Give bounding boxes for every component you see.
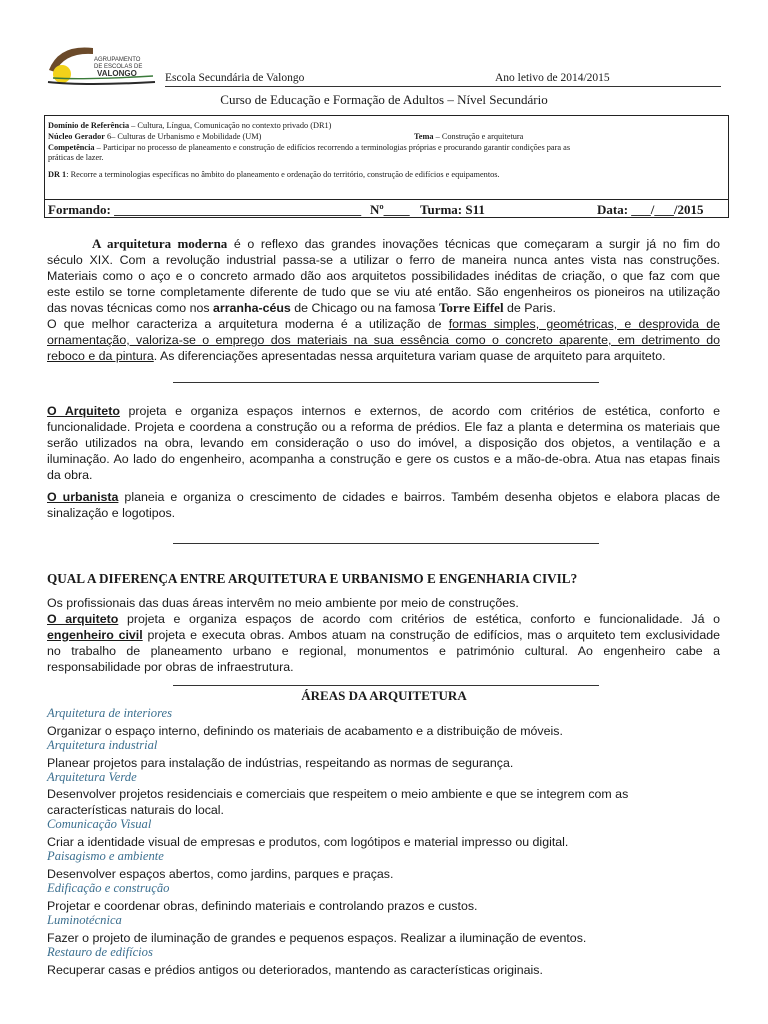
course-title: Curso de Educação e Formação de Adultos – Nível Secundário [220,92,548,107]
intro-l5-c: de Chicago ou na famosa [290,301,439,315]
intro-line-4: este estilo se torne completamente diferente de tudo que se viu até então. São engenheiros os pioneiros na utilização [47,285,720,299]
intro-l5-e: de Paris. [503,301,556,315]
urbanista-paragraph [47,489,720,521]
area-desc-verde-1: Desenvolver projetos residenciais e comerciais que respeitem o meio ambiente e que se integrem com as [47,787,629,801]
area-desc-comunicacao: Criar a identidade visual de empresas e produtos, com logótipos e material impresso ou digital. [47,835,569,849]
intro-line-2: século XIX. Com a revolução industrial passa-se a utilizar o ferro de maneira nunca antes vista nas construções. [47,253,720,267]
intro-line-1 [47,236,720,252]
urbanista-label: O urbanista [47,490,119,504]
intro-arranha-ceus: arranha-céus [213,301,291,315]
data-field: Data: ___/___/2015 [597,202,704,217]
area-desc-restauro: Recuperar casas e prédios antigos ou deteriorados, mantendo as características originais. [47,963,543,977]
school-name: Escola Secundária de Valongo [165,72,305,84]
intro-line-6 [47,316,720,332]
competencia-value-1: – Participar no processo de planeamento e construção de edifícios recorrendo a terminologias próprias e procurando garantir condições para as [94,143,571,152]
logo-line-3: VALONGO [97,69,137,78]
arquiteto-line-1 [47,403,720,419]
info-box [44,115,729,218]
difference-engenheiro: engenheiro civil [47,628,143,642]
separator-1 [173,382,599,383]
difference-line-2 [47,611,720,627]
arquiteto-paragraph [47,403,720,483]
logo-line-2: DE ESCOLAS DE [94,64,143,70]
school-logo-mark [45,42,163,90]
separator-3 [173,685,599,686]
difference-paragraph [47,595,720,675]
competencia-label: Competência [48,143,95,152]
area-desc-edificacao: Projetar e coordenar obras, definindo materiais e controlando prazos e custos. [47,899,478,913]
school-logo [45,42,163,90]
dr-row [48,170,500,180]
tema-label: Tema [414,132,434,141]
area-title-luminotecnica: Luminotécnica [47,913,122,927]
school-line [165,70,721,87]
difference-line-5: responsabilidade por obras de infraestrutura. [47,660,294,674]
intro-line-7: ornamentação, valoriza-se o emprego dos materiais na sua essência como o concreto aparente, em detrimento do [47,333,720,347]
nucleo-value: 6– Culturas de Urbanismo e Mobilidade (UM) [104,132,262,141]
intro-torre-eiffel: Torre Eiffel [438,300,504,315]
numero-field: Nº____ [370,202,410,217]
intro-l6-u: formas simples, geométricas, e desprovida de [448,317,720,331]
intro-bold: A arquitetura moderna [92,236,228,251]
intro-paragraph [47,236,720,364]
intro-line-8 [47,348,720,364]
difference-line-3 [47,627,720,643]
arquiteto-line-5: da obra. [47,468,93,482]
difference-arquiteto: O arquiteto [47,612,119,626]
difference-l3: projeta e executa obras. Ambos atuam na construção de edifícios, mas o arquiteto tem exclusividade [142,628,720,642]
turma-field: Turma: S11 [420,202,485,217]
area-title-verde: Arquitetura Verde [47,770,137,784]
formando-field: Formando: ______________________________________ [48,202,362,217]
urbanista-l1: planeia e organiza o crescimento de cidades e bairros. Também desenha objetos e elabora placas de [118,490,720,504]
area-desc-paisagismo: Desenvolver espaços abertos, como jardins, parques e praças. [47,867,394,881]
difference-line-1: Os profissionais das duas áreas intervêm no meio ambiente por meio de construções. [47,596,519,610]
area-title-comunicacao: Comunicação Visual [47,817,152,831]
arquiteto-l1: projeta e organiza espaços internos e externos, de acordo com critérios de estética, conforto e [119,404,720,418]
area-title-paisagismo: Paisagismo e ambiente [47,849,164,863]
dr-value: : Recorre a terminologias específicas no âmbito do planeamento e ordenação do território, construção de edifícios e equipamentos. [66,170,500,179]
area-desc-luminotecnica: Fazer o projeto de iluminação de grandes e pequenos espaços. Realizar a iluminação de eventos. [47,931,587,945]
area-desc-verde-2: características naturais do local. [47,803,224,817]
arquiteto-line-4: iluminação. Ao lado do engenheiro, acompanha a construção e gere os custos e a mão-de-obra. Atua nas etapas finais [47,452,720,466]
question-heading: QUAL A DIFERENÇA ENTRE ARQUITETURA E URBANISMO E ENGENHARIA CIVIL? [47,571,578,586]
dr-label: DR 1 [48,170,67,179]
area-desc-interiores: Organizar o espaço interno, definindo os materiais de acabamento e a distribuição de móveis. [47,724,563,738]
arquiteto-line-3: serão utilizados na obra, levando em consideração o uso do imóvel, a disposição dos objetos, a ventilação e a [47,436,720,450]
logo-line-1: AGRUPAMENTO [94,57,141,63]
school-year: Ano letivo de 2014/2015 [495,72,610,84]
competencia-value-2: práticas de lazer. [48,153,104,162]
arquiteto-line-2: funcionalidade. Projeta e coordena a construção ou a reforma de prédios. Ele faz a planta e determina os materiais que [47,420,720,434]
areas-title: ÁREAS DA ARQUITETURA [301,688,467,703]
urbanista-line-2: sinalização e logotipos. [47,506,176,520]
area-title-interiores: Arquitetura de interiores [47,706,172,720]
tema-value: – Construção e arquitetura [433,132,524,141]
area-title-industrial: Arquitetura industrial [47,738,158,752]
urbanista-line-1 [47,489,720,505]
intro-line-3: Materiais como o aço e o concreto armado dão aos arquitetos possibilidades inéditas de criação, o que faz com que [47,269,720,283]
difference-l2: projeta e organiza espaços de acordo com critérios de estética, conforto e funcionalidade. Já o [118,612,721,626]
intro-l1-rest: é o reflexo das grandes inovações técnicas que começaram a surgir já no fim do [227,237,720,251]
difference-line-4: no trabalho de planeamento urbano e regional, monumentos e património cultural. Ao engenheiro cabe a [47,644,720,658]
nucleo-label: Núcleo Gerador [48,132,105,141]
dominio-label: Domínio de Referência [48,121,130,130]
dominio-row [48,121,331,131]
tema [414,132,523,142]
intro-line-5 [47,300,720,316]
intro-l8-u: reboco e da pintura [47,349,154,363]
intro-l6-a: O que melhor caracteriza a arquitetura moderna é a utilização de [47,317,449,331]
competencia-row [48,143,570,153]
dominio-value: – Cultura, Língua, Comunicação no contexto privado (DR1) [129,121,332,130]
area-desc-industrial: Planear projetos para instalação de indústrias, respeitando as normas de segurança. [47,756,514,770]
arquiteto-label: O Arquiteto [47,404,120,418]
info-divider [45,199,728,200]
area-title-edificacao: Edificação e construção [47,881,170,895]
area-title-restauro: Restauro de edifícios [47,945,153,959]
intro-l5-a: das novas técnicas como nos [47,301,213,315]
nucleo-row [48,132,724,142]
separator-2 [173,543,599,544]
intro-l8-rest: . As diferenciações apresentadas nessa arquitetura variam quase de arquiteto para arquiteto. [153,349,666,363]
